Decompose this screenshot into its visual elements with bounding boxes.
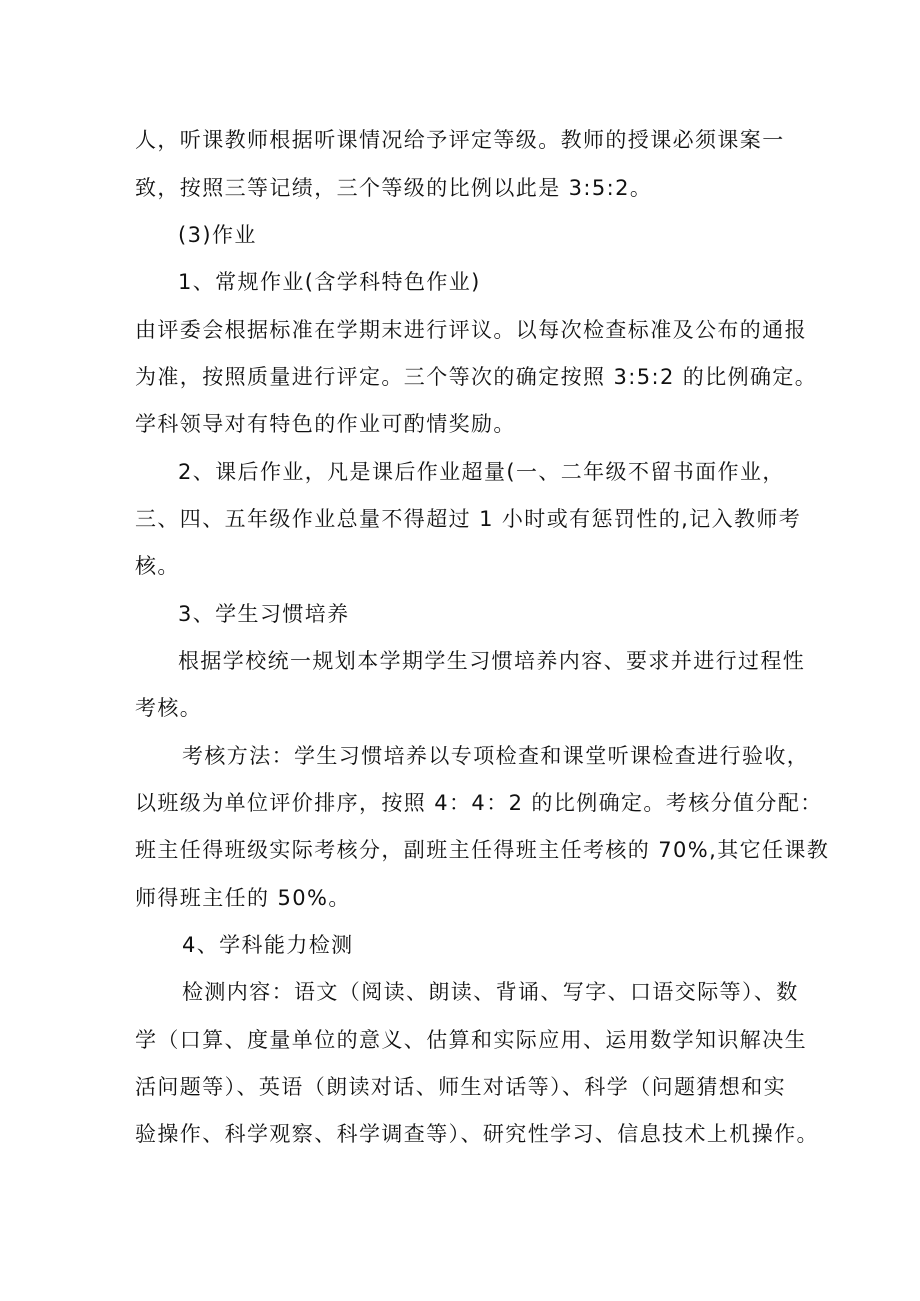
text-line-19: 检测内容：语文（阅读、朗读、背诵、写字、口语交际等）、数 bbox=[182, 980, 799, 1004]
text-line-13: 考核。 bbox=[135, 696, 203, 720]
text-line-12: 根据学校统一规划本学期学生习惯培养内容、要求并进行过程性 bbox=[178, 649, 806, 673]
text-line-21: 活问题等）、英语（朗读对话、师生对话等）、科学（问题猜想和实 bbox=[135, 1075, 786, 1099]
section-heading-homework: (3)作业 bbox=[178, 223, 257, 247]
text-line-9: 三、四、五年级作业总量不得超过 1 小时或有惩罚性的,记入教师考 bbox=[135, 507, 802, 531]
text-line-20: 学（口算、度量单位的意义、估算和实际应用、运用数学知识解决生 bbox=[135, 1028, 807, 1052]
text-line-10: 核。 bbox=[135, 554, 180, 578]
text-line-15: 以班级为单位评价排序，按照 4：4：2 的比例确定。考核分值分配： bbox=[135, 791, 823, 815]
text-line-16: 班主任得班级实际考核分，副班主任得班主任考核的 70%,其它任课教 bbox=[135, 838, 830, 862]
text-line-22: 验操作、科学观察、科学调查等）、研究性学习、信息技术上机操作。 bbox=[135, 1122, 819, 1146]
subheading-student-habits: 3、学生习惯培养 bbox=[178, 602, 350, 626]
text-line-7: 学科领导对有特色的作业可酌情奖励。 bbox=[135, 412, 516, 436]
text-line-6: 为准，按照质量进行评定。三个等次的确定按照 3:5:2 的比例确定。 bbox=[135, 365, 818, 389]
text-line-1: 人，听课教师根据听课情况给予评定等级。教师的授课必须课案一 bbox=[135, 128, 785, 152]
subheading-regular-homework: 1、常规作业(含学科特色作业) bbox=[178, 270, 481, 294]
text-line-2: 致，按照三等记绩，三个等级的比例以此是 3:5:2。 bbox=[135, 176, 653, 200]
subheading-ability-test: 4、学科能力检测 bbox=[182, 933, 354, 957]
subheading-after-class-homework: 2、课后作业，凡是课后作业超量(一、二年级不留书面作业， bbox=[178, 460, 785, 484]
text-line-14: 考核方法：学生习惯培养以专项检查和课堂听课检查进行验收， bbox=[182, 744, 810, 768]
text-line-17: 师得班主任的 50%。 bbox=[135, 886, 351, 910]
text-line-5: 由评委会根据标准在学期末进行评议。以每次检查标准及公布的通报 bbox=[135, 318, 807, 342]
